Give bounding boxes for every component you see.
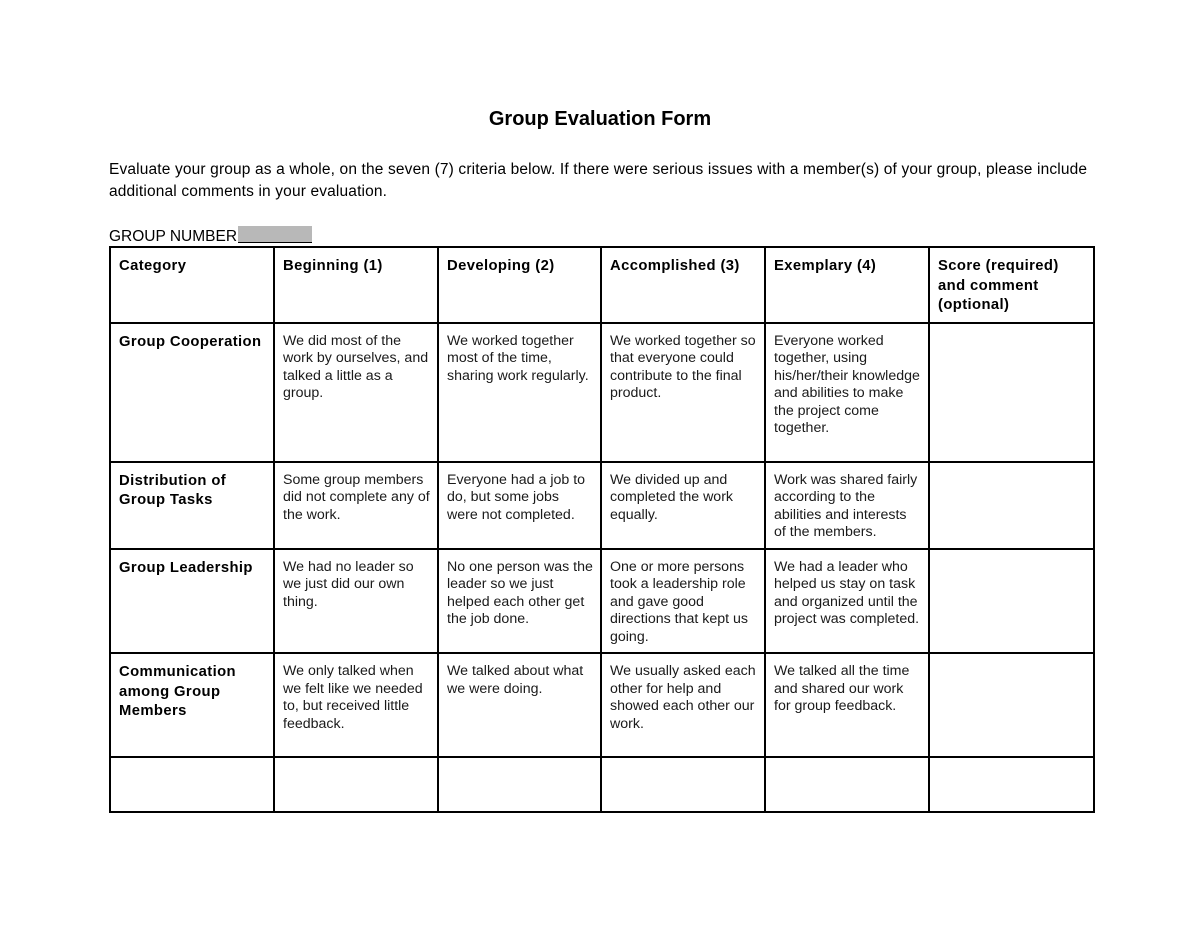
cell-accomplished: We usually asked each other for help and showed each other our work. bbox=[601, 653, 765, 757]
cell-score[interactable] bbox=[929, 323, 1094, 462]
header-developing: Developing (2) bbox=[438, 247, 601, 323]
cell-score[interactable] bbox=[929, 653, 1094, 757]
row-category: Communication among Group Members bbox=[110, 653, 274, 757]
header-accomplished: Accomplished (3) bbox=[601, 247, 765, 323]
cell-accomplished: We worked together so that everyone could contribute to the final product. bbox=[601, 323, 765, 462]
cell-developing: We talked about what we were doing. bbox=[438, 653, 601, 757]
table-row bbox=[110, 323, 1094, 462]
cell-score[interactable] bbox=[929, 757, 1094, 812]
group-number-field bbox=[109, 226, 312, 246]
rubric-table bbox=[109, 246, 1095, 813]
cell-developing: Everyone had a job to do, but some jobs were not completed. bbox=[438, 462, 601, 549]
cell-beginning: We did most of the work by ourselves, and talked a little as a group. bbox=[274, 323, 438, 462]
page-title: Group Evaluation Form bbox=[488, 108, 712, 130]
table-header-row bbox=[110, 247, 1094, 323]
cell-beginning: We only talked when we felt like we needed to, but received little feedback. bbox=[274, 653, 438, 757]
intro-paragraph: Evaluate your group as a whole, on the seven (7) criteria below. If there were serious issues with a member(s) of your group, please include additional comments in your evaluation. bbox=[109, 161, 1088, 200]
group-number-label: GROUP NUMBER bbox=[109, 228, 238, 245]
header-beginning: Beginning (1) bbox=[274, 247, 438, 323]
cell-exemplary[interactable] bbox=[765, 757, 929, 812]
cell-accomplished: One or more persons took a leadership role and gave good directions that kept us going. bbox=[601, 549, 765, 654]
cell-beginning[interactable] bbox=[274, 757, 438, 812]
cell-exemplary: Everyone worked together, using his/her/their knowledge and abilities to make the project come together. bbox=[765, 323, 929, 462]
row-category[interactable] bbox=[110, 757, 274, 812]
header-exemplary: Exemplary (4) bbox=[765, 247, 929, 323]
cell-score[interactable] bbox=[929, 462, 1094, 549]
cell-score[interactable] bbox=[929, 549, 1094, 654]
row-category: Group Leadership bbox=[110, 549, 274, 654]
cell-exemplary: We talked all the time and shared our work for group feedback. bbox=[765, 653, 929, 757]
header-score: Score (required) and comment (optional) bbox=[929, 247, 1094, 323]
row-category: Group Cooperation bbox=[110, 323, 274, 462]
cell-beginning: Some group members did not complete any of the work. bbox=[274, 462, 438, 549]
table-row bbox=[110, 462, 1094, 549]
cell-exemplary: Work was shared fairly according to the abilities and interests of the members. bbox=[765, 462, 929, 549]
cell-developing: We worked together most of the time, sharing work regularly. bbox=[438, 323, 601, 462]
table-row bbox=[110, 549, 1094, 654]
cell-developing: No one person was the leader so we just helped each other get the job done. bbox=[438, 549, 601, 654]
cell-accomplished[interactable] bbox=[601, 757, 765, 812]
table-row bbox=[110, 653, 1094, 757]
cell-exemplary: We had a leader who helped us stay on task and organized until the project was completed. bbox=[765, 549, 929, 654]
cell-accomplished: We divided up and completed the work equally. bbox=[601, 462, 765, 549]
cell-beginning: We had no leader so we just did our own thing. bbox=[274, 549, 438, 654]
header-category: Category bbox=[110, 247, 274, 323]
cell-developing[interactable] bbox=[438, 757, 601, 812]
table-row-blank bbox=[110, 757, 1094, 812]
row-category: Distribution of Group Tasks bbox=[110, 462, 274, 549]
group-number-blank[interactable] bbox=[238, 226, 312, 243]
